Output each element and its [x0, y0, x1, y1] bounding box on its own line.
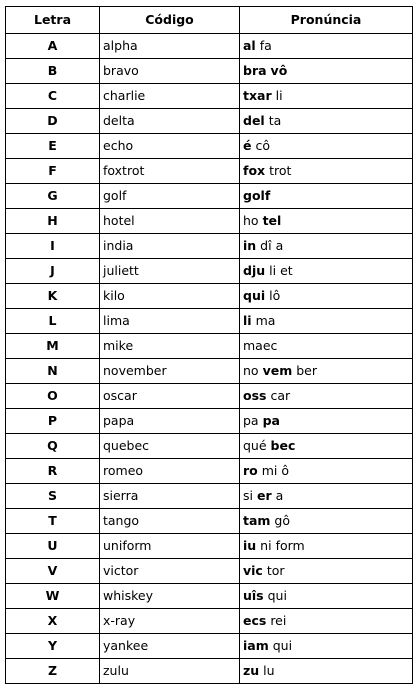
pronunciation-cell — [240, 334, 413, 359]
letter-cell: G — [6, 184, 100, 209]
syllable: si — [243, 487, 253, 503]
table-row — [6, 209, 413, 234]
stressed-syllable: txar — [243, 87, 272, 103]
phonetic-alphabet-table — [5, 6, 413, 684]
pronunciation-cell — [240, 184, 413, 209]
letter-cell: P — [6, 409, 100, 434]
table-row — [6, 459, 413, 484]
syllable: ô — [281, 462, 290, 478]
pronunciation-cell — [240, 59, 413, 84]
letter-cell: F — [6, 159, 100, 184]
code-word-cell: november — [100, 359, 240, 384]
stressed-syllable: golf — [243, 187, 271, 203]
syllable: li — [275, 87, 283, 103]
table-row — [6, 259, 413, 284]
header-letra: Letra — [6, 7, 100, 34]
letter-cell: B — [6, 59, 100, 84]
letter-cell: E — [6, 134, 100, 159]
stressed-syllable: iu — [243, 537, 257, 553]
letter-cell: Y — [6, 634, 100, 659]
code-word-cell: golf — [100, 184, 240, 209]
syllable: lô — [269, 287, 281, 303]
table-row — [6, 84, 413, 109]
pronunciation-cell — [240, 84, 413, 109]
code-word-cell: delta — [100, 109, 240, 134]
code-word-cell: charlie — [100, 84, 240, 109]
table-row — [6, 434, 413, 459]
code-word-cell: lima — [100, 309, 240, 334]
syllable: lu — [263, 662, 275, 678]
letter-cell: Q — [6, 434, 100, 459]
letter-cell: R — [6, 459, 100, 484]
syllable: qui — [267, 587, 287, 603]
pronunciation-cell — [240, 284, 413, 309]
table-row — [6, 134, 413, 159]
letter-cell: C — [6, 84, 100, 109]
pronunciation-cell — [240, 384, 413, 409]
syllable: rei — [270, 612, 287, 628]
pronunciation-cell — [240, 159, 413, 184]
table-row — [6, 409, 413, 434]
stressed-syllable: ecs — [243, 612, 267, 628]
table-row — [6, 534, 413, 559]
code-word-cell: yankee — [100, 634, 240, 659]
table-row — [6, 309, 413, 334]
letter-cell: X — [6, 609, 100, 634]
code-word-cell: india — [100, 234, 240, 259]
syllable: dî — [260, 237, 272, 253]
syllable: fa — [259, 37, 272, 53]
stressed-syllable: bec — [270, 437, 296, 453]
stressed-syllable: iam — [243, 637, 269, 653]
header-codigo: Código — [100, 7, 240, 34]
stressed-syllable: pa — [262, 412, 280, 428]
syllable: cô — [255, 137, 270, 153]
stressed-syllable: ro — [243, 462, 258, 478]
pronunciation-cell — [240, 434, 413, 459]
table-row — [6, 184, 413, 209]
letter-cell: J — [6, 259, 100, 284]
stressed-syllable: dju — [243, 262, 266, 278]
pronunciation-cell — [240, 634, 413, 659]
pronunciation-cell — [240, 534, 413, 559]
stressed-syllable: al — [243, 37, 256, 53]
code-word-cell: victor — [100, 559, 240, 584]
pronunciation-cell — [240, 359, 413, 384]
code-word-cell: bravo — [100, 59, 240, 84]
code-word-cell: x-ray — [100, 609, 240, 634]
pronunciation-cell — [240, 134, 413, 159]
phonetic-alphabet-table-container — [5, 6, 413, 684]
letter-cell: T — [6, 509, 100, 534]
stressed-syllable: bra — [243, 62, 267, 78]
letter-cell: N — [6, 359, 100, 384]
syllable: ma — [255, 312, 276, 328]
syllable: ho — [243, 212, 259, 228]
stressed-syllable: tel — [262, 212, 282, 228]
pronunciation-cell — [240, 309, 413, 334]
table-row — [6, 284, 413, 309]
letter-cell: D — [6, 109, 100, 134]
syllable: no — [243, 362, 259, 378]
pronunciation-cell — [240, 409, 413, 434]
table-row — [6, 384, 413, 409]
code-word-cell: uniform — [100, 534, 240, 559]
stressed-syllable: oss — [243, 387, 267, 403]
table-row — [6, 584, 413, 609]
pronunciation-cell — [240, 609, 413, 634]
stressed-syllable: tam — [243, 512, 271, 528]
code-word-cell: romeo — [100, 459, 240, 484]
stressed-syllable: qui — [243, 287, 266, 303]
code-word-cell: echo — [100, 134, 240, 159]
table-row — [6, 609, 413, 634]
header-pronuncia: Pronúncia — [240, 7, 413, 34]
stressed-syllable: vô — [270, 62, 288, 78]
stressed-syllable: uîs — [243, 587, 264, 603]
table-row — [6, 34, 413, 59]
letter-cell: O — [6, 384, 100, 409]
code-word-cell: whiskey — [100, 584, 240, 609]
letter-cell: M — [6, 334, 100, 359]
letter-cell: L — [6, 309, 100, 334]
stressed-syllable: zu — [243, 662, 260, 678]
syllable: pa — [243, 412, 259, 428]
letter-cell: I — [6, 234, 100, 259]
syllable: ber — [296, 362, 317, 378]
stressed-syllable: vic — [243, 562, 263, 578]
code-word-cell: juliett — [100, 259, 240, 284]
code-word-cell: sierra — [100, 484, 240, 509]
code-word-cell: tango — [100, 509, 240, 534]
syllable: tor — [266, 562, 285, 578]
table-row — [6, 559, 413, 584]
code-word-cell: quebec — [100, 434, 240, 459]
letter-cell: Z — [6, 659, 100, 684]
pronunciation-cell — [240, 559, 413, 584]
letter-cell: S — [6, 484, 100, 509]
letter-cell: U — [6, 534, 100, 559]
stressed-syllable: fox — [243, 162, 266, 178]
letter-cell: V — [6, 559, 100, 584]
pronunciation-cell — [240, 109, 413, 134]
table-row — [6, 159, 413, 184]
stressed-syllable: in — [243, 237, 257, 253]
code-word-cell: papa — [100, 409, 240, 434]
table-header — [6, 7, 413, 34]
letter-cell: A — [6, 34, 100, 59]
syllable: mi — [261, 462, 278, 478]
code-word-cell: zulu — [100, 659, 240, 684]
code-word-cell: alpha — [100, 34, 240, 59]
pronunciation-cell — [240, 484, 413, 509]
stressed-syllable: vem — [262, 362, 293, 378]
stressed-syllable: er — [256, 487, 272, 503]
syllable: a — [275, 487, 284, 503]
pronunciation-cell — [240, 34, 413, 59]
syllable: maec — [243, 337, 278, 353]
syllable: ni — [260, 537, 272, 553]
code-word-cell: foxtrot — [100, 159, 240, 184]
table-body — [6, 34, 413, 684]
code-word-cell: hotel — [100, 209, 240, 234]
table-row — [6, 509, 413, 534]
table-row — [6, 484, 413, 509]
pronunciation-cell — [240, 234, 413, 259]
header-row — [6, 7, 413, 34]
syllable: li — [269, 262, 277, 278]
table-row — [6, 634, 413, 659]
letter-cell: K — [6, 284, 100, 309]
syllable: qui — [272, 637, 293, 653]
syllable: car — [270, 387, 291, 403]
stressed-syllable: del — [243, 112, 265, 128]
code-word-cell: oscar — [100, 384, 240, 409]
table-row — [6, 59, 413, 84]
stressed-syllable: é — [243, 137, 252, 153]
syllable: ta — [268, 112, 282, 128]
pronunciation-cell — [240, 459, 413, 484]
code-word-cell: mike — [100, 334, 240, 359]
syllable: et — [280, 262, 293, 278]
letter-cell: W — [6, 584, 100, 609]
syllable: qué — [243, 437, 267, 453]
table-row — [6, 659, 413, 684]
syllable: form — [275, 537, 305, 553]
pronunciation-cell — [240, 659, 413, 684]
table-row — [6, 334, 413, 359]
pronunciation-cell — [240, 259, 413, 284]
table-row — [6, 234, 413, 259]
syllable: trot — [269, 162, 292, 178]
syllable: gô — [274, 512, 291, 528]
letter-cell: H — [6, 209, 100, 234]
code-word-cell: kilo — [100, 284, 240, 309]
pronunciation-cell — [240, 209, 413, 234]
table-row — [6, 109, 413, 134]
syllable: a — [275, 237, 284, 253]
pronunciation-cell — [240, 584, 413, 609]
table-row — [6, 359, 413, 384]
stressed-syllable: li — [243, 312, 252, 328]
pronunciation-cell — [240, 509, 413, 534]
